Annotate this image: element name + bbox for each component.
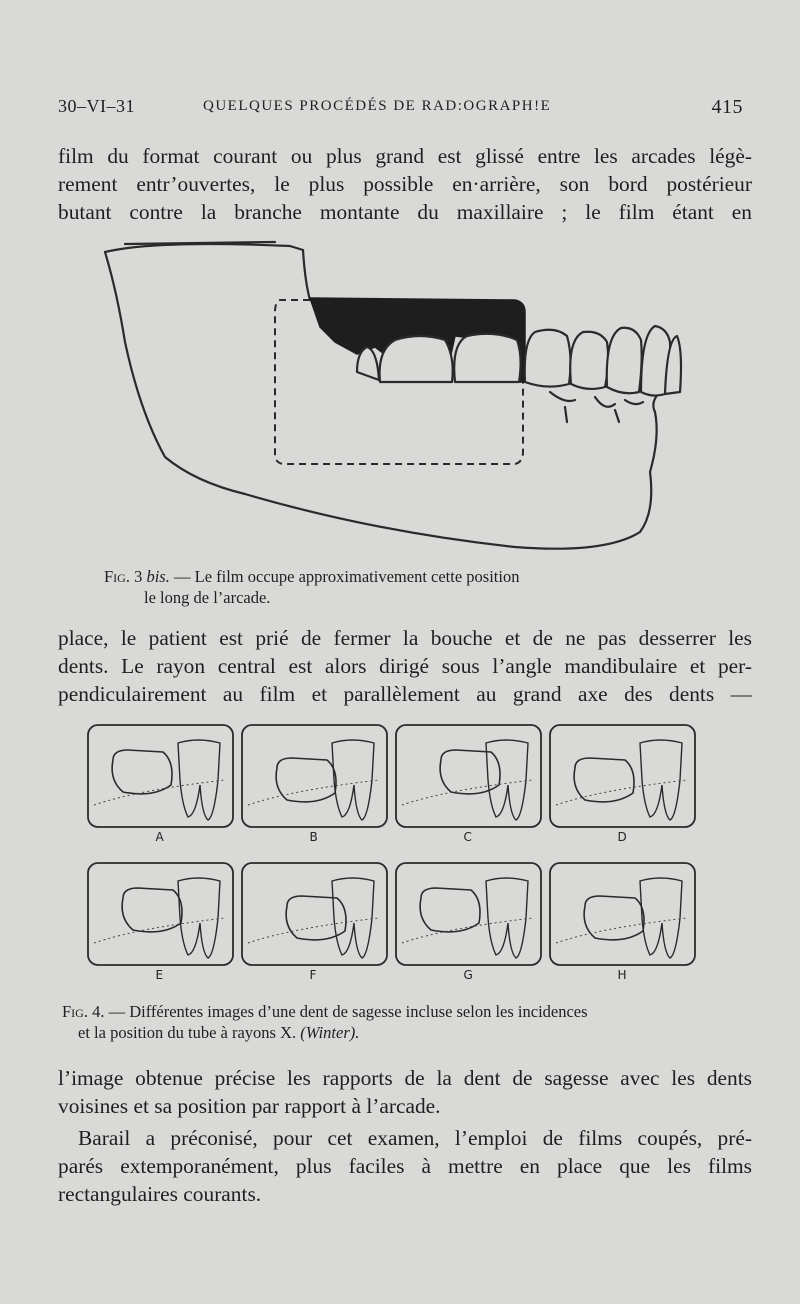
running-title: QUELQUES PROCÉDÉS DE RAD:OGRAPH!E	[203, 98, 552, 114]
text-line: pendiculairement au film et parallèlement au grand axe des dents —	[58, 682, 752, 706]
text-line: voisines et sa position par rapport à l’arcade.	[58, 1094, 441, 1118]
text-line: parés extemporanément, plus faciles à mettre en place que les films	[58, 1154, 752, 1178]
caption-text: — Le film occupe approximativement cette position	[173, 567, 520, 586]
caption-credit: (Winter).	[300, 1023, 360, 1042]
figure-3-caption	[104, 566, 684, 608]
text-line: place, le patient est prié de fermer la bouche et de ne pas desserrer les	[58, 626, 752, 650]
radiograph-panel	[88, 725, 233, 844]
radiograph-panel	[242, 725, 387, 844]
paragraph-1	[58, 142, 752, 226]
radiograph-panel	[242, 863, 387, 982]
panel-label: E	[155, 968, 164, 982]
text-line: rectangulaires courants.	[58, 1182, 262, 1206]
caption-label: Fig. 4.	[62, 1002, 105, 1021]
radiograph-panel	[396, 725, 541, 844]
caption-text: et la position du tube à rayons X.	[78, 1023, 297, 1042]
running-header	[58, 96, 743, 126]
text-line: rement entr’ouvertes, le plus possible en·arrière, son bord postérieur	[58, 172, 752, 196]
panel-label: C	[463, 830, 472, 844]
panel-label: B	[309, 830, 318, 844]
text-line: film du format courant ou plus grand est glissé entre les arcades légè-	[58, 144, 752, 168]
paragraph-2	[58, 624, 752, 708]
radiograph-panel	[550, 863, 695, 982]
caption-text: — Différentes images d’une dent de sagesse incluse selon les incidences	[108, 1002, 588, 1021]
figure-4-radiograph-panels	[82, 720, 702, 995]
text-line: l’image obtenue précise les rapports de la dent de sagesse avec les dents	[58, 1066, 752, 1090]
caption-label-suffix: bis.	[146, 567, 170, 586]
paragraph-3	[58, 1064, 752, 1120]
radiograph-panel	[88, 863, 233, 982]
figure-4-caption	[62, 1001, 732, 1043]
panel-label: D	[617, 830, 627, 844]
panel-label: A	[155, 830, 164, 844]
header-date: 30–VI–31	[58, 96, 135, 116]
page-number: 415	[711, 96, 743, 118]
text-line: Barail a préconisé, pour cet examen, l’emploi de films coupés, pré-	[78, 1126, 752, 1150]
panel-label: F	[309, 968, 317, 982]
text-line: dents. Le rayon central est alors dirigé sous l’angle mandibulaire et per-	[58, 654, 752, 678]
paragraph-4	[58, 1124, 752, 1208]
caption-label: Fig. 3	[104, 567, 143, 586]
panel-label: H	[617, 968, 627, 982]
panel-label: G	[463, 968, 473, 982]
text-line: butant contre la branche montante du maxillaire ; le film étant en	[58, 200, 752, 224]
radiograph-panel	[550, 725, 695, 844]
radiograph-panel	[396, 863, 541, 982]
caption-text: le long de l’arcade.	[144, 588, 271, 607]
figure-3-mandible-drawing	[95, 232, 685, 557]
